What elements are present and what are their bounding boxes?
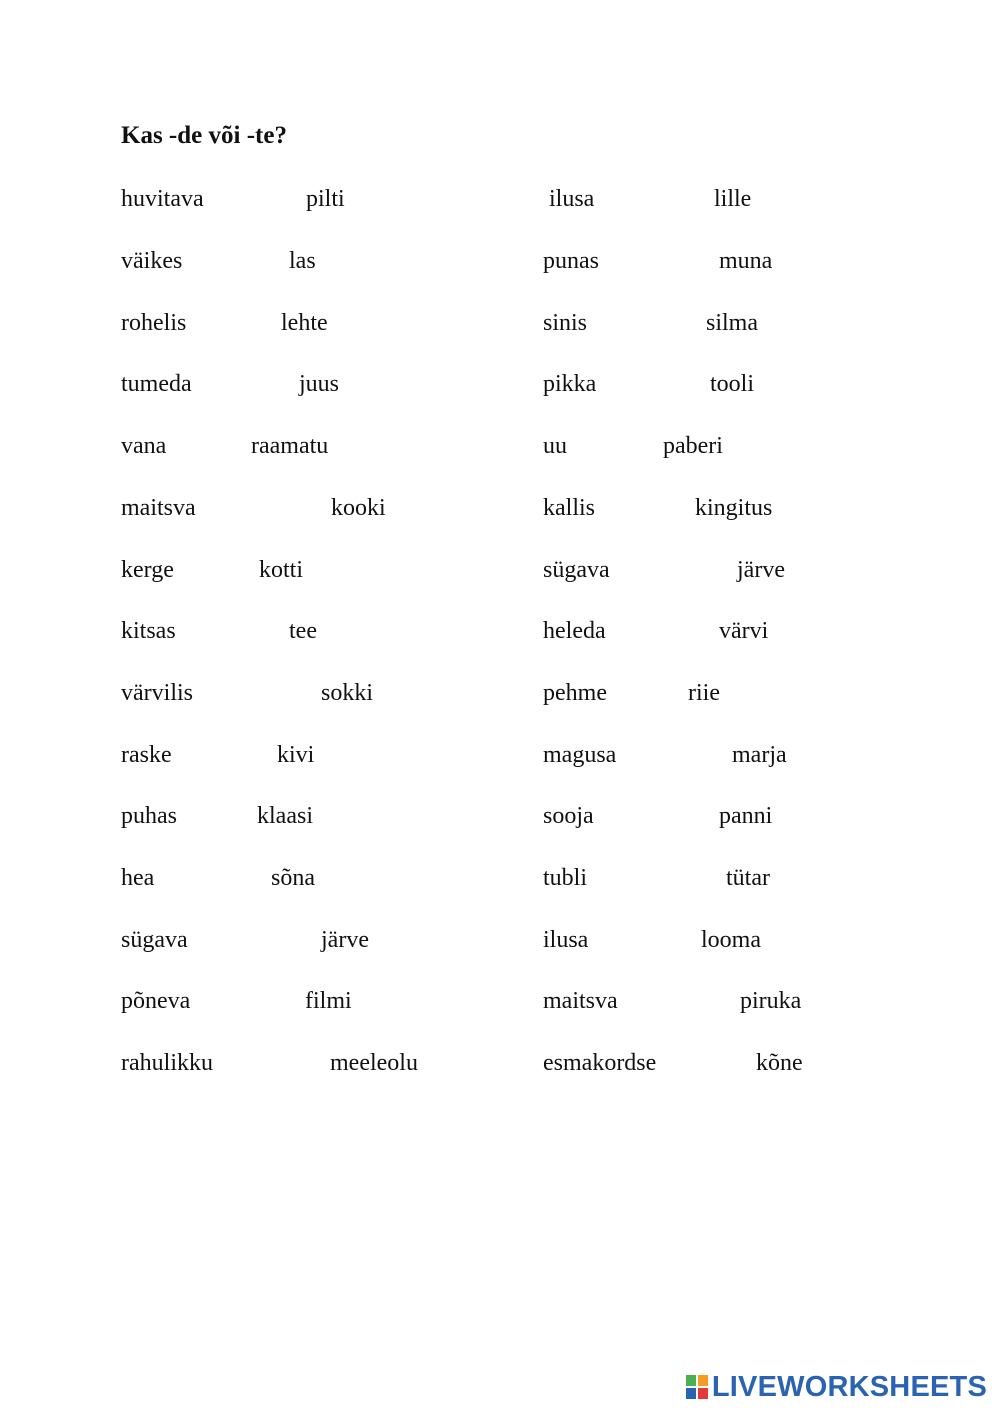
- word-15-d: kõne: [756, 1050, 803, 1076]
- word-8-b: tee: [289, 618, 317, 644]
- word-8-d: värvi: [719, 618, 769, 644]
- word-5-c: uu: [543, 433, 567, 459]
- page-title: Kas -de või -te?: [121, 122, 287, 149]
- word-6-b: kooki: [331, 495, 386, 521]
- brand-name: LIVEWORKSHEETS: [711, 1370, 987, 1403]
- word-11-a: puhas: [121, 803, 177, 829]
- word-6-d: kingitus: [695, 495, 773, 521]
- word-1-c: ilusa: [549, 186, 595, 212]
- word-9-b: sokki: [321, 680, 374, 706]
- word-1-a: huvitava: [121, 186, 204, 212]
- word-10-a: raske: [121, 742, 172, 768]
- word-3-c: sinis: [543, 310, 588, 336]
- word-2-c: punas: [543, 248, 599, 274]
- brand-footer[interactable]: [686, 1372, 987, 1402]
- word-7-d: järve: [737, 557, 785, 583]
- word-13-c: ilusa: [543, 927, 589, 953]
- word-1-d: lille: [714, 186, 752, 212]
- word-7-b: kotti: [259, 557, 304, 583]
- word-4-c: pikka: [543, 371, 597, 397]
- word-9-c: pehme: [543, 680, 607, 706]
- word-12-a: hea: [121, 865, 155, 891]
- word-13-b: järve: [321, 927, 369, 953]
- word-6-a: maitsva: [121, 495, 196, 521]
- word-2-a: väikes: [121, 248, 183, 274]
- word-9-a: värvilis: [121, 680, 193, 706]
- word-8-c: heleda: [543, 618, 606, 644]
- word-5-b: raamatu: [251, 433, 329, 459]
- word-8-a: kitsas: [121, 618, 176, 644]
- word-15-b: meeleolu: [330, 1050, 418, 1076]
- word-11-c: sooja: [543, 803, 594, 829]
- word-4-d: tooli: [710, 371, 755, 397]
- word-15-a: rahulikku: [121, 1050, 213, 1076]
- word-3-b: lehte: [281, 310, 328, 336]
- word-7-a: kerge: [121, 557, 174, 583]
- word-15-c: esmakordse: [543, 1050, 657, 1076]
- word-9-d: riie: [688, 680, 720, 706]
- word-5-a: vana: [121, 433, 167, 459]
- word-1-b: pilti: [306, 186, 345, 212]
- word-7-c: sügava: [543, 557, 610, 583]
- word-14-c: maitsva: [543, 988, 618, 1014]
- word-13-a: sügava: [121, 927, 188, 953]
- word-13-d: looma: [701, 927, 761, 953]
- word-2-b: las: [289, 248, 316, 274]
- word-12-b: sõna: [271, 865, 315, 891]
- word-10-b: kivi: [277, 742, 315, 768]
- word-12-d: tütar: [726, 865, 770, 891]
- word-11-b: klaasi: [257, 803, 313, 829]
- word-6-c: kallis: [543, 495, 595, 521]
- liveworksheets-logo-icon: [686, 1375, 708, 1399]
- word-14-a: põneva: [121, 988, 191, 1014]
- word-12-c: tubli: [543, 865, 588, 891]
- word-14-d: piruka: [740, 988, 802, 1014]
- word-4-b: juus: [299, 371, 340, 397]
- word-5-d: paberi: [663, 433, 723, 459]
- word-3-d: silma: [706, 310, 758, 336]
- word-10-c: magusa: [543, 742, 617, 768]
- word-11-d: panni: [719, 803, 773, 829]
- word-3-a: rohelis: [121, 310, 187, 336]
- word-2-d: muna: [719, 248, 773, 274]
- word-14-b: filmi: [305, 988, 352, 1014]
- word-10-d: marja: [732, 742, 787, 768]
- word-4-a: tumeda: [121, 371, 192, 397]
